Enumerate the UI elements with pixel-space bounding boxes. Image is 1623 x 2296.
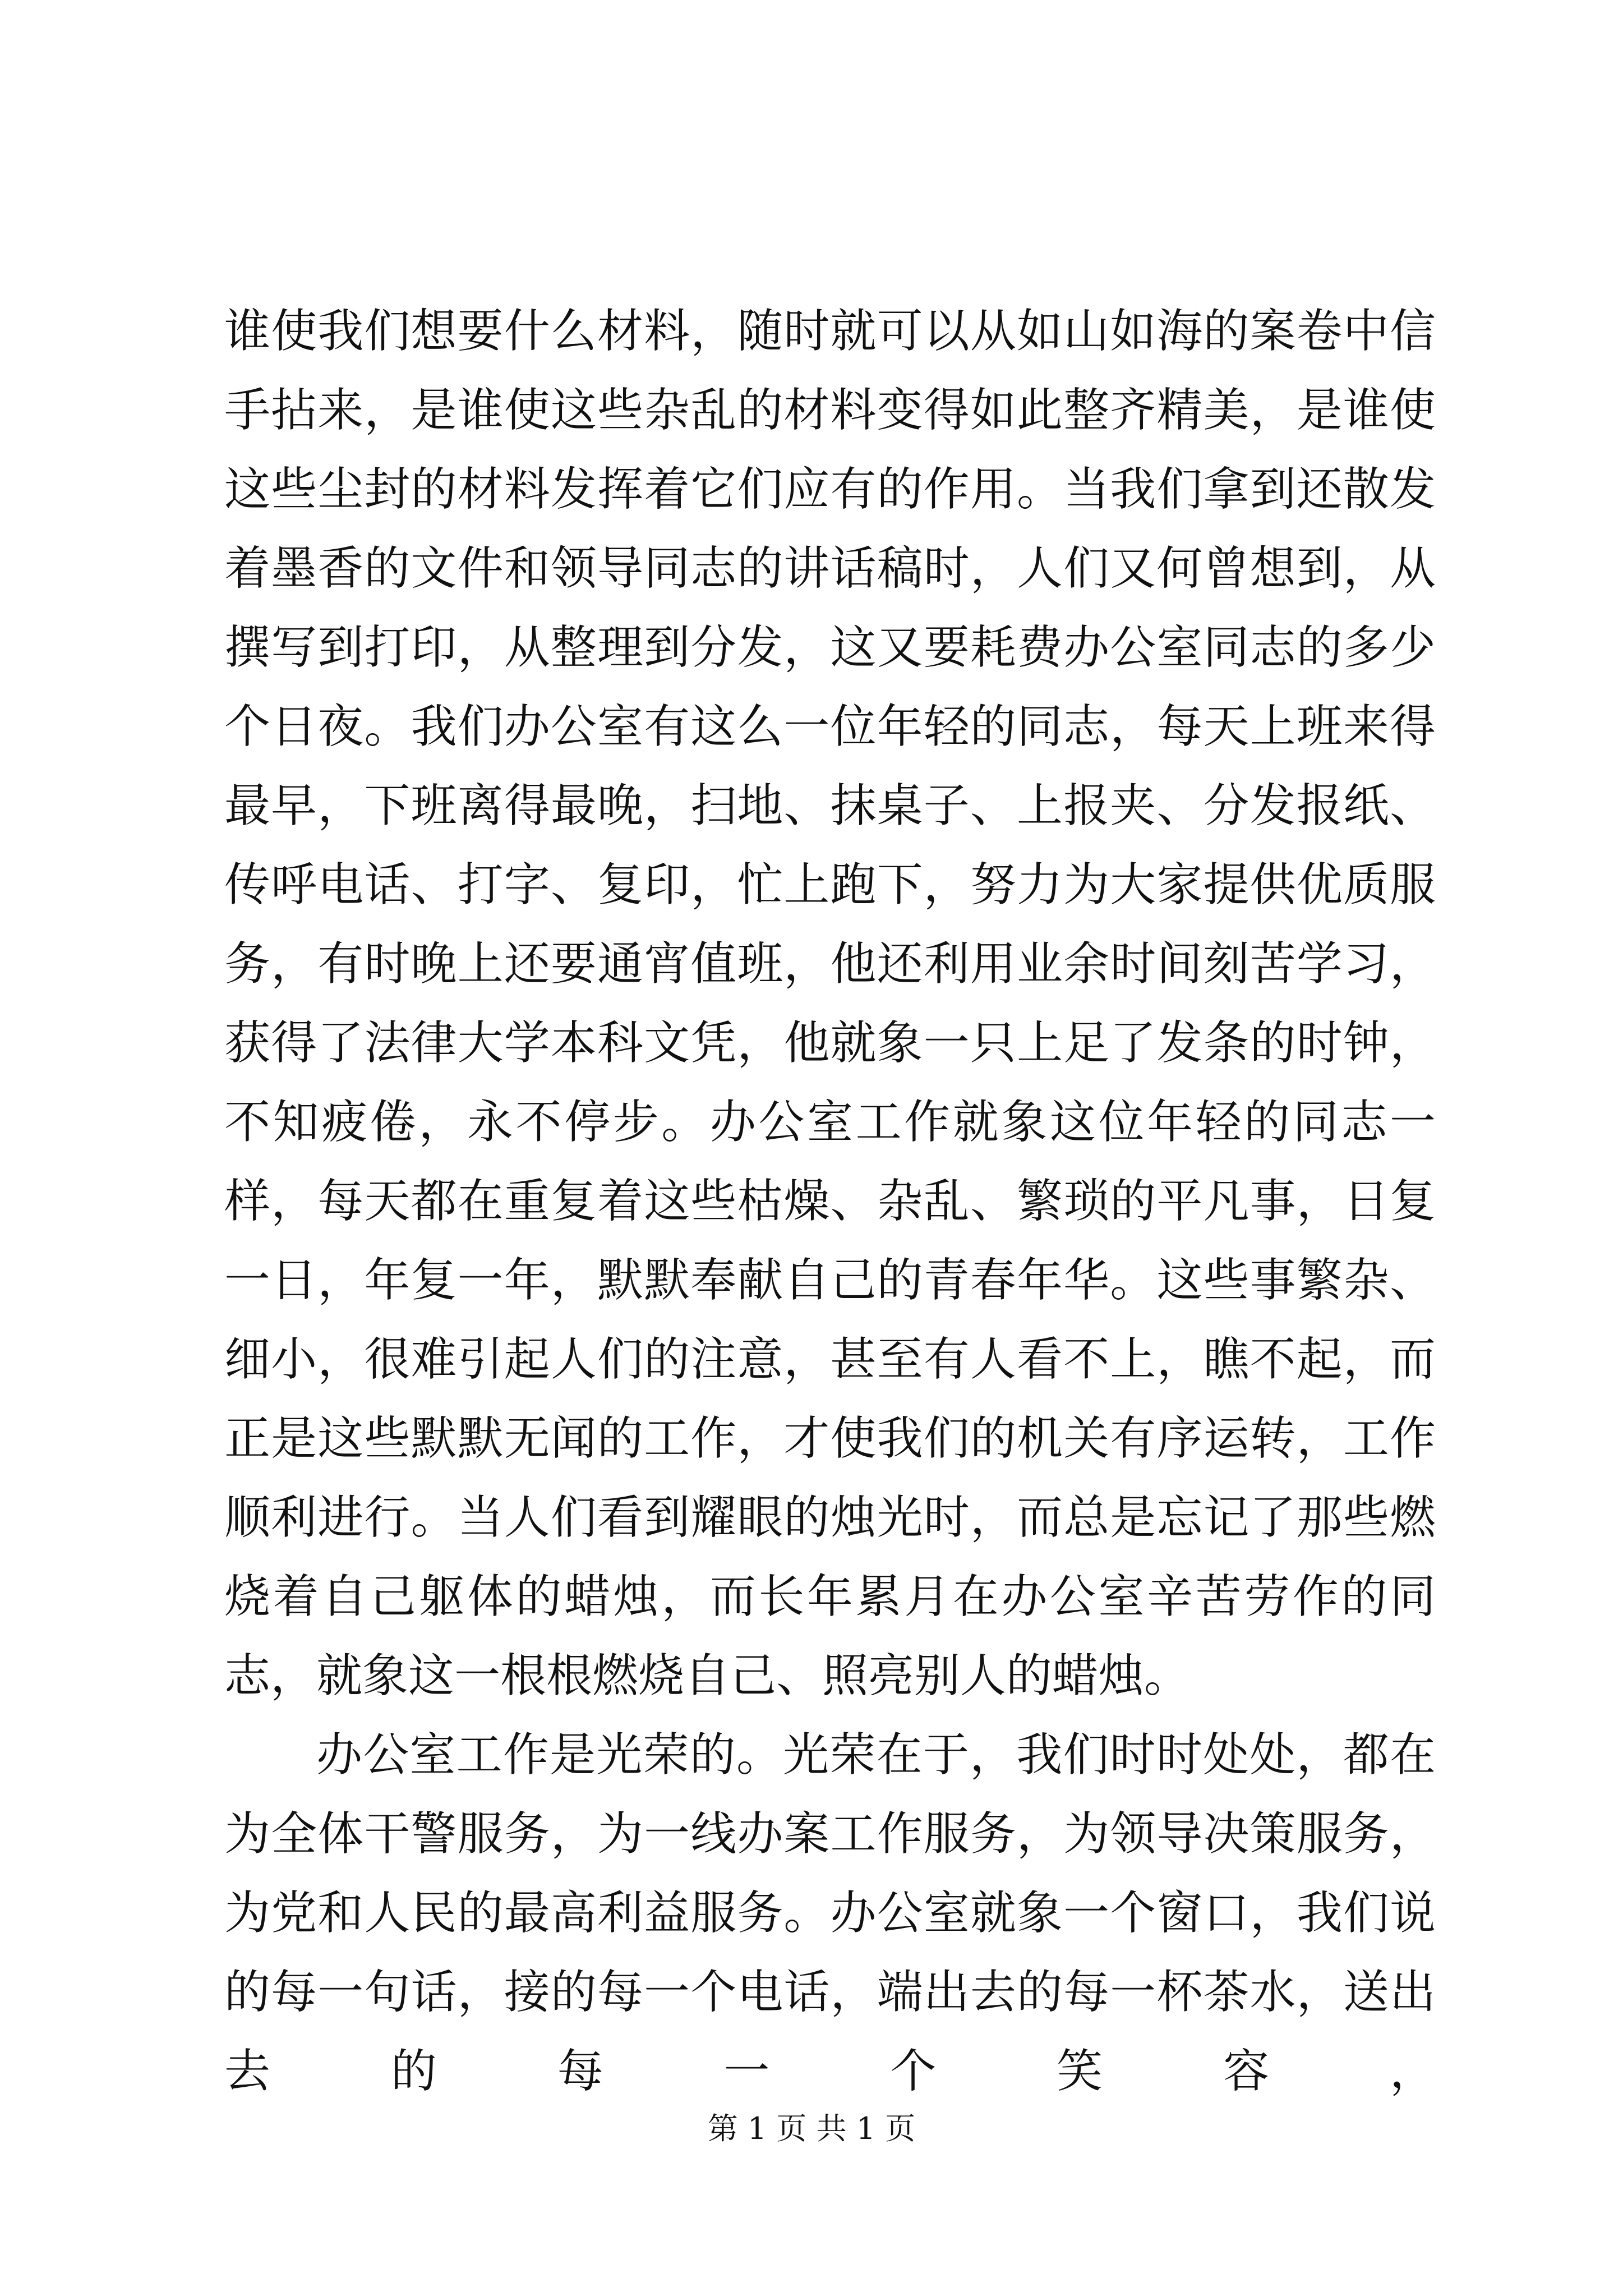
page-footer: 第 1 页 共 1 页: [707, 2111, 916, 2146]
paragraph-2: 办公室工作是光荣的。光荣在于，我们时时处处，都在为全体干警服务，为一线办案工作服务，为领导决策服务，为党和人民的最高利益服务。办公室就象一个窗口，我们说的每一句话，接的每一个电话，端出去的每一杯茶水，送出去的每一个笑容，: [224, 1728, 1436, 2098]
body-text: [224, 292, 1436, 2111]
paragraph-1: 谁使我们想要什么材料，随时就可以从如山如海的案卷中信手拈来，是谁使这些杂乱的材料变得如此整齐精美，是谁使这些尘封的材料发挥着它们应有的作用。当我们拿到还散发着墨香的文件和领导同志的讲话稿时，人们又何曾想到，从撰写到打印，从整理到分发，这又要耗费办公室同志的多少个日夜。我们办公室有这么一位年轻的同志，每天上班来得最早，下班离得最晚，扫地、抹桌子、上报夹、分发报纸、传呼电话、打字、复印，忙上跑下，努力为大家提供优质服务，有时晚上还要通宵值班，他还利用业余时间刻苦学习，获得了法律大学本科文凭，他就象一只上足了发条的时钟，不知疲倦，永不停步。办公室工作就象这位年轻的同志一样，每天都在重复着这些枯燥、杂乱、繁琐的平凡事，日复一日，年复一年，默默奉献自己的青春年华。这些事繁杂、细小，很难引起人们的注意，甚至有人看不上，瞧不起，而正是这些默默无闻的工作，才使我们的机关有序运转，工作顺利进行。当人们看到耀眼的烛光时，而总是忘记了那些燃烧着自己躯体的蜡烛，而长年累月在办公室辛苦劳作的同志，就象这一根根燃烧自己、照亮别人的蜡烛。: [224, 305, 1436, 1703]
